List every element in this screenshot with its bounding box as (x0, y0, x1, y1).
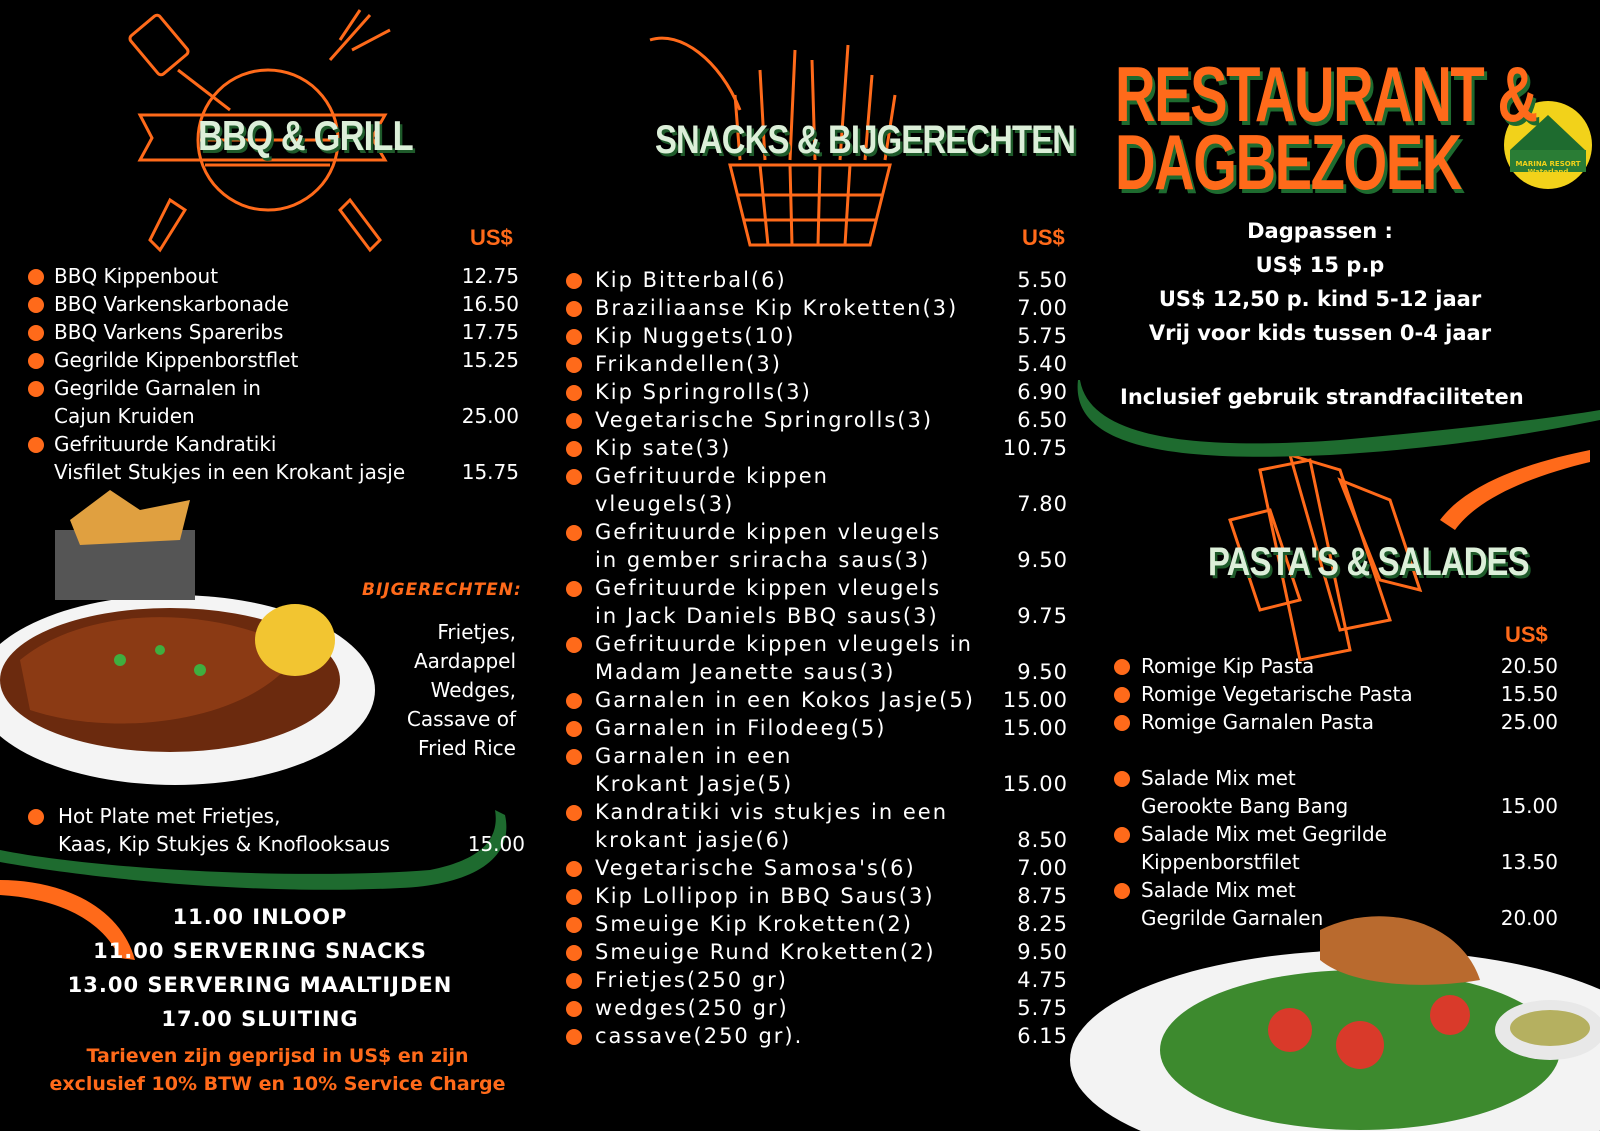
day-pass-line: Dagpassen : (1247, 219, 1393, 243)
menu-item-price: 15.25 (461, 348, 519, 372)
menu-item-text: Vegetarische Springrolls(3) (595, 408, 934, 432)
hotplate-price: 15.00 (467, 832, 525, 856)
menu-item-price: 15.50 (1500, 682, 1558, 706)
bullet-dot (28, 269, 44, 285)
bullet-dot (1114, 827, 1130, 843)
schedule-line: 17.00 SLUITING (161, 1007, 359, 1031)
menu-item-text: Frietjes(250 gr) (595, 968, 788, 992)
bullet-dot (566, 357, 582, 373)
menu-item-price: 7.00 (1017, 296, 1068, 320)
schedule-line: 11.00 INLOOP (172, 905, 348, 929)
menu-item-price: 6.15 (1017, 1024, 1068, 1048)
menu-item-text: Kip Lollipop in BBQ Saus(3) (595, 884, 935, 908)
menu-item-text: Garnalen in Filodeeg(5) (595, 716, 887, 740)
restaurant-title-line2: DAGBEZOEK (1115, 118, 1461, 206)
menu-item-text: Gefrituurde kippen vleugels (595, 576, 942, 600)
menu-item-price: 4.75 (1017, 968, 1068, 992)
menu-item-text: Gerookte Bang Bang (1141, 794, 1349, 818)
menu-item-text: Gefrituurde Kandratiki (54, 432, 277, 456)
menu-item-price: 13.50 (1500, 850, 1558, 874)
menu-item-price: 8.25 (1017, 912, 1068, 936)
bbq-title: BBQ & GRILL (198, 112, 413, 159)
bullet-dot (1114, 715, 1130, 731)
side-item: Cassave of (406, 707, 516, 731)
opening-schedule (30, 900, 490, 1036)
menu-item-text: Garnalen in een (595, 744, 793, 768)
bullet-dot (566, 301, 582, 317)
snacks-title: SNACKS & BIJGERECHTEN (655, 118, 1076, 162)
day-pass-line: US$ 12,50 p. kind 5-12 jaar (1158, 287, 1482, 311)
logo-text-line1: MARINA RESORT (1515, 160, 1581, 168)
bullet-dot (566, 861, 582, 877)
menu-item-text: BBQ Kippenbout (54, 264, 219, 288)
menu-item-text: Visfilet Stukjes in een Krokant jasje (54, 460, 406, 484)
orange-swoosh-right (1440, 450, 1590, 530)
menu-item-text: Braziliaanse Kip Kroketten(3) (595, 296, 959, 320)
menu-item-price: 7.00 (1017, 856, 1068, 880)
menu-item-price: 6.90 (1017, 380, 1068, 404)
footnote-line: exclusief 10% BTW en 10% Service Charge (49, 1073, 506, 1095)
menu-item-price: 17.75 (461, 320, 519, 344)
bullet-dot (566, 749, 582, 765)
bullet-dot (1114, 659, 1130, 675)
side-item: Frietjes, (437, 620, 516, 644)
bullet-dot (1114, 883, 1130, 899)
bullet-dot (566, 385, 582, 401)
bullet-dot (28, 437, 44, 453)
menu-item-price: 20.50 (1500, 654, 1558, 678)
day-pass-info (1120, 214, 1520, 350)
sides-list (407, 618, 516, 763)
menu-item-text: Smeuige Kip Kroketten(2) (595, 912, 913, 936)
logo-text (1500, 160, 1596, 176)
side-item: Fried Rice (418, 736, 516, 760)
bullet-dot (566, 469, 582, 485)
menu-item-text: BBQ Varkenskarbonade (54, 292, 289, 316)
bullet-dot (28, 353, 44, 369)
snacks-currency-label: US$ (1022, 225, 1065, 250)
menu-item-text: Romige Vegetarische Pasta (1141, 682, 1413, 706)
restaurant-title (1115, 50, 1537, 206)
menu-item-price: 12.75 (461, 264, 519, 288)
bullet-dot (566, 525, 582, 541)
bullet-dot (28, 325, 44, 341)
menu-item-price: 25.00 (461, 404, 519, 428)
hotplate-text: Hot Plate met Frietjes, (58, 804, 281, 828)
menu-item-price: 7.80 (1017, 492, 1068, 516)
pricing-footnote (30, 1042, 525, 1098)
menu-item-text: Salade Mix met (1141, 878, 1296, 902)
logo-text-line2: Waterland (1527, 168, 1569, 176)
footnote-line: Tarieven zijn geprijsd in US$ en zijn (86, 1045, 469, 1067)
menu-item-text: Krokant Jasje(5) (595, 772, 794, 796)
menu-item-price: 5.75 (1017, 996, 1068, 1020)
bullet-dot (566, 973, 582, 989)
menu-item-text: Kip sate(3) (595, 436, 732, 460)
menu-item-text: Kip Nuggets(10) (595, 324, 796, 348)
menu-item-price: 8.50 (1017, 828, 1068, 852)
inclusief-text: Inclusief gebruik strandfaciliteten (1120, 385, 1524, 409)
menu-item-price: 15.00 (1002, 716, 1068, 740)
menu-item-text: Romige Kip Pasta (1141, 654, 1315, 678)
menu-item-price: 20.00 (1500, 906, 1558, 930)
pasta-currency-label: US$ (1505, 622, 1548, 647)
menu-item-text: cassave(250 gr). (595, 1024, 804, 1048)
bullet-dot (566, 413, 582, 429)
bullet-dot (566, 637, 582, 653)
bullet-dot (566, 945, 582, 961)
menu-item-text: Gefrituurde kippen vleugels in (595, 632, 973, 656)
bullet-dot (566, 889, 582, 905)
bullet-dot (1114, 687, 1130, 703)
menu-item-price: 6.50 (1017, 408, 1068, 432)
menu-item-price: 9.50 (1017, 660, 1068, 684)
menu-item-text: in gember sriracha saus(3) (595, 548, 931, 572)
bullet-dot (28, 809, 44, 825)
menu-item-price: 5.75 (1017, 324, 1068, 348)
menu-item-price: 25.00 (1500, 710, 1558, 734)
menu-item-text: Romige Garnalen Pasta (1141, 710, 1375, 734)
bullet-dot (566, 693, 582, 709)
menu-item-text: Kandratiki vis stukjes in een (595, 800, 949, 824)
schedule-line: 13.00 SERVERING MAALTIJDEN (67, 973, 453, 997)
bbq-plate-image (0, 490, 375, 785)
menu-item-text: Cajun Kruiden (54, 404, 195, 428)
menu-item-text: Gefrituurde kippen vleugels (595, 520, 942, 544)
menu-item-text: BBQ Varkens Spareribs (54, 320, 284, 344)
menu-item-text: Smeuige Rund Kroketten(2) (595, 940, 936, 964)
menu-item-price: 15.00 (1002, 688, 1068, 712)
menu-item-price: 9.75 (1017, 604, 1068, 628)
menu-item-text: Frikandellen(3) (595, 352, 782, 376)
schedule-line: 11.00 SERVERING SNACKS (93, 939, 427, 963)
hotplate-text: Kaas, Kip Stukjes & Knoflooksaus (58, 832, 390, 856)
bullet-dot (28, 297, 44, 313)
bullet-dot (566, 805, 582, 821)
bbq-currency-label: US$ (470, 225, 513, 250)
pasta-title: PASTA'S & SALADES (1208, 540, 1529, 584)
bullet-dot (1114, 771, 1130, 787)
menu-item-text: Gefrituurde kippen (595, 464, 829, 488)
menu-item-text: Salade Mix met (1141, 766, 1296, 790)
menu-item-text: Garnalen in een Kokos Jasje(5) (595, 688, 975, 712)
menu-item-text: vleugels(3) (595, 492, 735, 516)
menu-item-price: 8.75 (1017, 884, 1068, 908)
salad-plate-image (1070, 916, 1600, 1131)
menu-item-price: 9.50 (1017, 548, 1068, 572)
menu-item-text: Madam Jeanette saus(3) (595, 660, 896, 684)
restaurant-title-line1: RESTAURANT & (1115, 50, 1537, 138)
day-pass-line: Vrij voor kids tussen 0-4 jaar (1148, 321, 1492, 345)
menu-item-text: Kip Springrolls(3) (595, 380, 812, 404)
side-item: Wedges, (430, 678, 516, 702)
menu-item-price: 15.00 (1500, 794, 1558, 818)
bullet-dot (566, 721, 582, 737)
menu-item-price: 16.50 (461, 292, 519, 316)
menu-item-text: Vegetarische Samosa's(6) (595, 856, 916, 880)
menu-item-text: Gegrilde Kippenborstflet (54, 348, 299, 372)
bullet-dot (566, 329, 582, 345)
bullet-dot (566, 441, 582, 457)
menu-item-text: Kippenborstfilet (1141, 850, 1300, 874)
bullet-dot (566, 1001, 582, 1017)
menu-item-text: in Jack Daniels BBQ saus(3) (595, 604, 939, 628)
menu-item-price: 15.00 (1002, 772, 1068, 796)
day-pass-line: US$ 15 p.p (1255, 253, 1385, 277)
menu-item-price: 10.75 (1002, 436, 1068, 460)
bullet-dot (566, 1029, 582, 1045)
menu-item-text: krokant jasje(6) (595, 828, 792, 852)
menu-item-price: 5.40 (1017, 352, 1068, 376)
menu-item-text: Gegrilde Garnalen in (54, 376, 261, 400)
bullet-dot (566, 273, 582, 289)
bullet-dot (566, 581, 582, 597)
menu-item-text: Salade Mix met Gegrilde (1141, 822, 1387, 846)
bullet-dot (28, 381, 44, 397)
menu-item-text: Kip Bitterbal(6) (595, 268, 787, 292)
menu-item-price: 9.50 (1017, 940, 1068, 964)
sides-title: BIJGERECHTEN: (362, 580, 522, 600)
menu-item-price: 15.75 (461, 460, 519, 484)
bullet-dot (566, 917, 582, 933)
side-item: Aardappel (413, 649, 516, 673)
menu-item-price: 5.50 (1017, 268, 1068, 292)
menu-item-text: wedges(250 gr) (595, 996, 789, 1020)
menu-item-text: Gegrilde Garnalen (1141, 906, 1324, 930)
